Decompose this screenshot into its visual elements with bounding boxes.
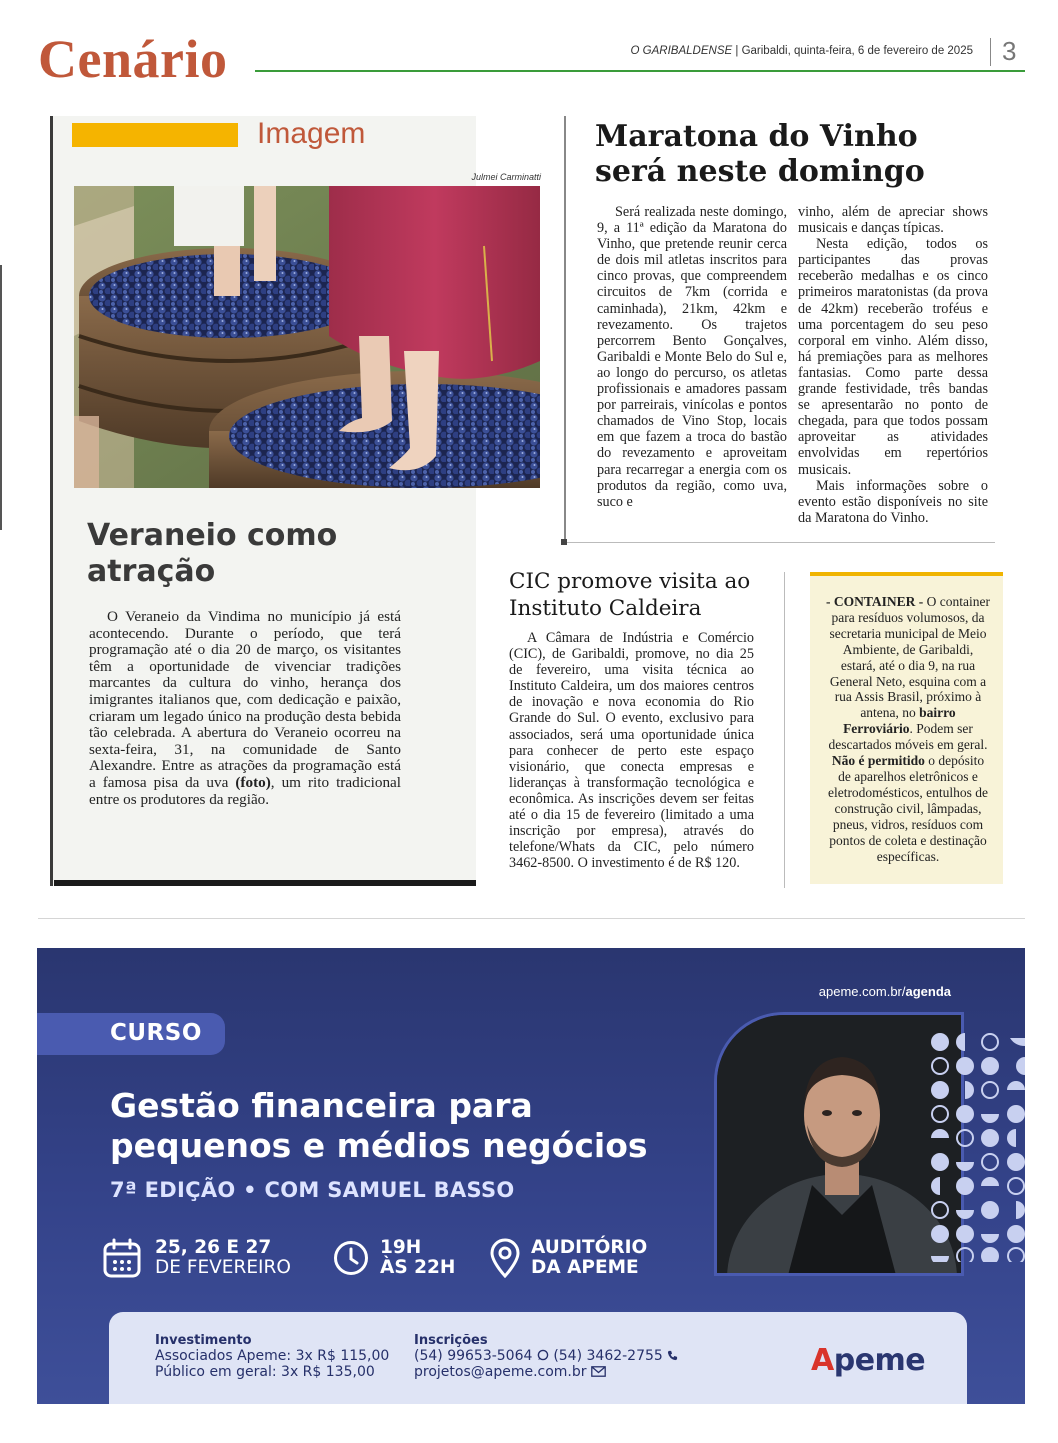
maratona-column-1: Será realizada neste domingo, 9, a 11ª edição da Maratona do Vinho, que pretende reunir cerca de dois mil atletas inscritos para cinco provas, que compreendem circuitos de 7km (corrida e caminhada), 21km, 42km e revezamento. Os trajetos percorrem Bento Gonçalves, Garibaldi e Monte Belo do Sul e, ao longo do percurso, os atletas profissionais e amadores passam por parreirais, vinícolas e pontos chamados de Vino Stop, locais em que fazem a troca do bastão do revezamento e aproveitam para recarregar a energia com os produtos da região, como uva, suco e xyxy=(597,204,787,510)
investment-public-price: Público em geral: 3x R$ 135,00 xyxy=(155,1364,375,1380)
imagem-panel-bottom-bar xyxy=(54,880,476,886)
registration-heading: Inscrições xyxy=(414,1333,488,1348)
location-pin-icon xyxy=(489,1238,521,1282)
calendar-icon xyxy=(103,1238,141,1282)
ad-url[interactable] xyxy=(819,984,951,999)
cic-headline xyxy=(509,568,779,622)
ad-url-domain: apeme.com.br/ xyxy=(818,984,906,999)
speaker-photo xyxy=(714,1012,964,1276)
phone-icon xyxy=(667,1348,678,1364)
newspaper-name: O GARIBALDENSE xyxy=(630,45,733,57)
ad-dates-month: DE FEVEREIRO xyxy=(155,1257,291,1278)
ad-dates-days: 25, 26 E 27 xyxy=(155,1237,272,1258)
maratona-column-2 xyxy=(798,204,988,526)
decorative-dot-pattern xyxy=(930,1032,1025,1266)
photo-credit: Julmei Carminatti xyxy=(471,172,541,182)
maratona-headline-line1: Maratona do Vinho xyxy=(595,119,918,154)
dateline: Garibaldi, quinta-feira, 6 de fevereiro de 2025 xyxy=(741,45,973,57)
maratona-column-rule xyxy=(564,116,566,541)
veraneio-photo-ref: (foto) xyxy=(235,773,271,791)
cic-column-rule xyxy=(784,572,785,888)
notice-text: O container para resíduos volumosos, da secretaria municipal de Meio Ambiente, de Garibaldi, estará, até o dia 9, na rua General Neto, esquina com a rua Assis Brasil, próximo à antena, no xyxy=(829,594,990,721)
imagem-accent-bar xyxy=(72,123,238,147)
whatsapp-icon xyxy=(537,1348,549,1364)
email-icon xyxy=(591,1364,606,1380)
ad-location-line1: AUDITÓRIO xyxy=(531,1237,648,1258)
section-title: Cenário xyxy=(38,29,228,89)
investment-members-price: Associados Apeme: 3x R$ 115,00 xyxy=(155,1348,390,1364)
veraneio-headline-line2: atração xyxy=(87,554,216,589)
maratona-paragraph: Mais informações sobre o evento estão disponíveis no site da Maratona do Vinho. xyxy=(798,477,988,526)
notice-text: . Podem ser descartados móveis em geral. xyxy=(828,721,988,753)
registration-info xyxy=(414,1333,678,1380)
landline-phone[interactable]: (54) 3462-2755 xyxy=(553,1348,663,1364)
maratona-bottom-rule xyxy=(567,542,995,543)
notice-bold: Não é permitido xyxy=(831,753,925,769)
section-divider xyxy=(38,918,1025,919)
page-number-divider xyxy=(990,38,991,66)
notice-text: o depósito de aparelhos eletrônicos e eletrodomésticos, entulhos de construção civil, lâmpadas, pneus, vidros, resíduos com pontos de coleta e destinação específicas. xyxy=(827,753,989,864)
apeme-logo-rest: peme xyxy=(833,1343,926,1378)
imagem-panel-rule xyxy=(50,116,53,886)
registration-email[interactable]: projetos@apeme.com.br xyxy=(414,1364,587,1380)
cic-headline-line2: Instituto Caldeira xyxy=(509,596,702,621)
notice-bold: bairro Ferroviário xyxy=(843,705,956,737)
veraneio-text-end: , um rito tradicional entre os produtores da região. xyxy=(89,773,402,808)
maratona-headline xyxy=(595,119,995,189)
ad-dates xyxy=(155,1238,291,1278)
veraneio-headline xyxy=(87,518,337,590)
ad-time xyxy=(380,1238,455,1278)
apeme-logo xyxy=(811,1343,925,1378)
margin-mark xyxy=(0,265,2,530)
cic-article-body: A Câmara de Indústria e Comércio (CIC), de Garibaldi, promove, no dia 25 de fevereiro, uma visita técnica ao Instituto Caldeira, um dos maiores centros de inovação e nova economia do Rio Grande do Sul. O evento, exclusivo para associados, será uma oportunidade única para conhecer de perto este espaço visionário, que conecta empresas e lideranças à transformação tecnológica e econômica. As inscrições devem ser feitas até o dia 15 de fevereiro (limitado a uma inscrição por empresa), através do telefone/Whats da CIC, pelo número 3462-8500. O investimento é de R$ 120. xyxy=(509,630,754,872)
veraneio-article-body xyxy=(89,609,401,808)
maratona-headline-line2: será neste domingo xyxy=(595,154,925,189)
apeme-logo-letter: A xyxy=(811,1343,834,1378)
grape-stomping-photo xyxy=(74,186,540,488)
registration-phones xyxy=(414,1348,678,1364)
masthead xyxy=(631,45,973,57)
apeme-course-ad xyxy=(37,948,1025,1404)
ad-location xyxy=(531,1238,647,1278)
imagem-label: Imagem xyxy=(257,117,366,150)
investment-heading: Investimento xyxy=(155,1333,252,1348)
ad-url-path: agenda xyxy=(905,984,951,999)
header-rule xyxy=(255,70,1025,72)
investment-info xyxy=(155,1333,389,1380)
maratona-paragraph: Nesta edição, todos os participantes das provas receberão medalhas e os cinco primeiros maratonistas (da prova de 42km) receberão troféus e uma porcentagem do seu peso corporal em vinho. Além disso, há premiações para as melhores fantasias. Como parte dessa grande festividade, três bandas se apresentarão no ponto de chegada, para que todos possam aproveitar as atividades envolvidas em repertórios musicais. xyxy=(798,236,988,478)
clock-icon xyxy=(333,1240,369,1280)
page-number: 3 xyxy=(1002,36,1017,66)
registration-email-line xyxy=(414,1364,678,1380)
ad-location-line2: DA APEME xyxy=(531,1257,639,1278)
ad-title-line1: Gestão financeira para xyxy=(110,1086,533,1125)
ad-course-title xyxy=(110,1086,710,1166)
cic-headline-line1: CIC promove visita ao xyxy=(509,569,751,594)
container-notice-lead: - CONTAINER - xyxy=(826,594,924,609)
ad-edition: 7ª EDIÇÃO • COM SAMUEL BASSO xyxy=(110,1178,515,1202)
masthead-separator: | xyxy=(735,45,739,57)
ad-title-line2: pequenos e médios negócios xyxy=(110,1126,648,1165)
veraneio-text: O Veraneio da Vindima no município já está acontecendo. Durante o período, que terá programação até o dia 20 de março, os visitantes têm a oportunidade de vivenciar tradições marcantes da cultura do vinho, herança dos imigrantes italianos que, com dedicação e paixão, criaram um legado único na produção desta bebida tão celebrada. A abertura do Veraneio ocorreu na sexta-feira, 31, na comunidade de Santo Alexandre. Entre as atrações da programação está a famosa pisa da uva xyxy=(89,608,401,791)
whatsapp-phone[interactable]: (54) 99653-5064 xyxy=(414,1348,533,1364)
ad-time-line2: ÀS 22H xyxy=(380,1257,456,1278)
ad-time-line1: 19H xyxy=(380,1237,422,1258)
curso-tag-label: CURSO xyxy=(110,1020,202,1046)
veraneio-headline-line1: Veraneio como xyxy=(87,518,338,553)
container-notice-text xyxy=(824,594,992,864)
maratona-paragraph: vinho, além de apreciar shows musicais e danças típicas. xyxy=(798,204,988,237)
